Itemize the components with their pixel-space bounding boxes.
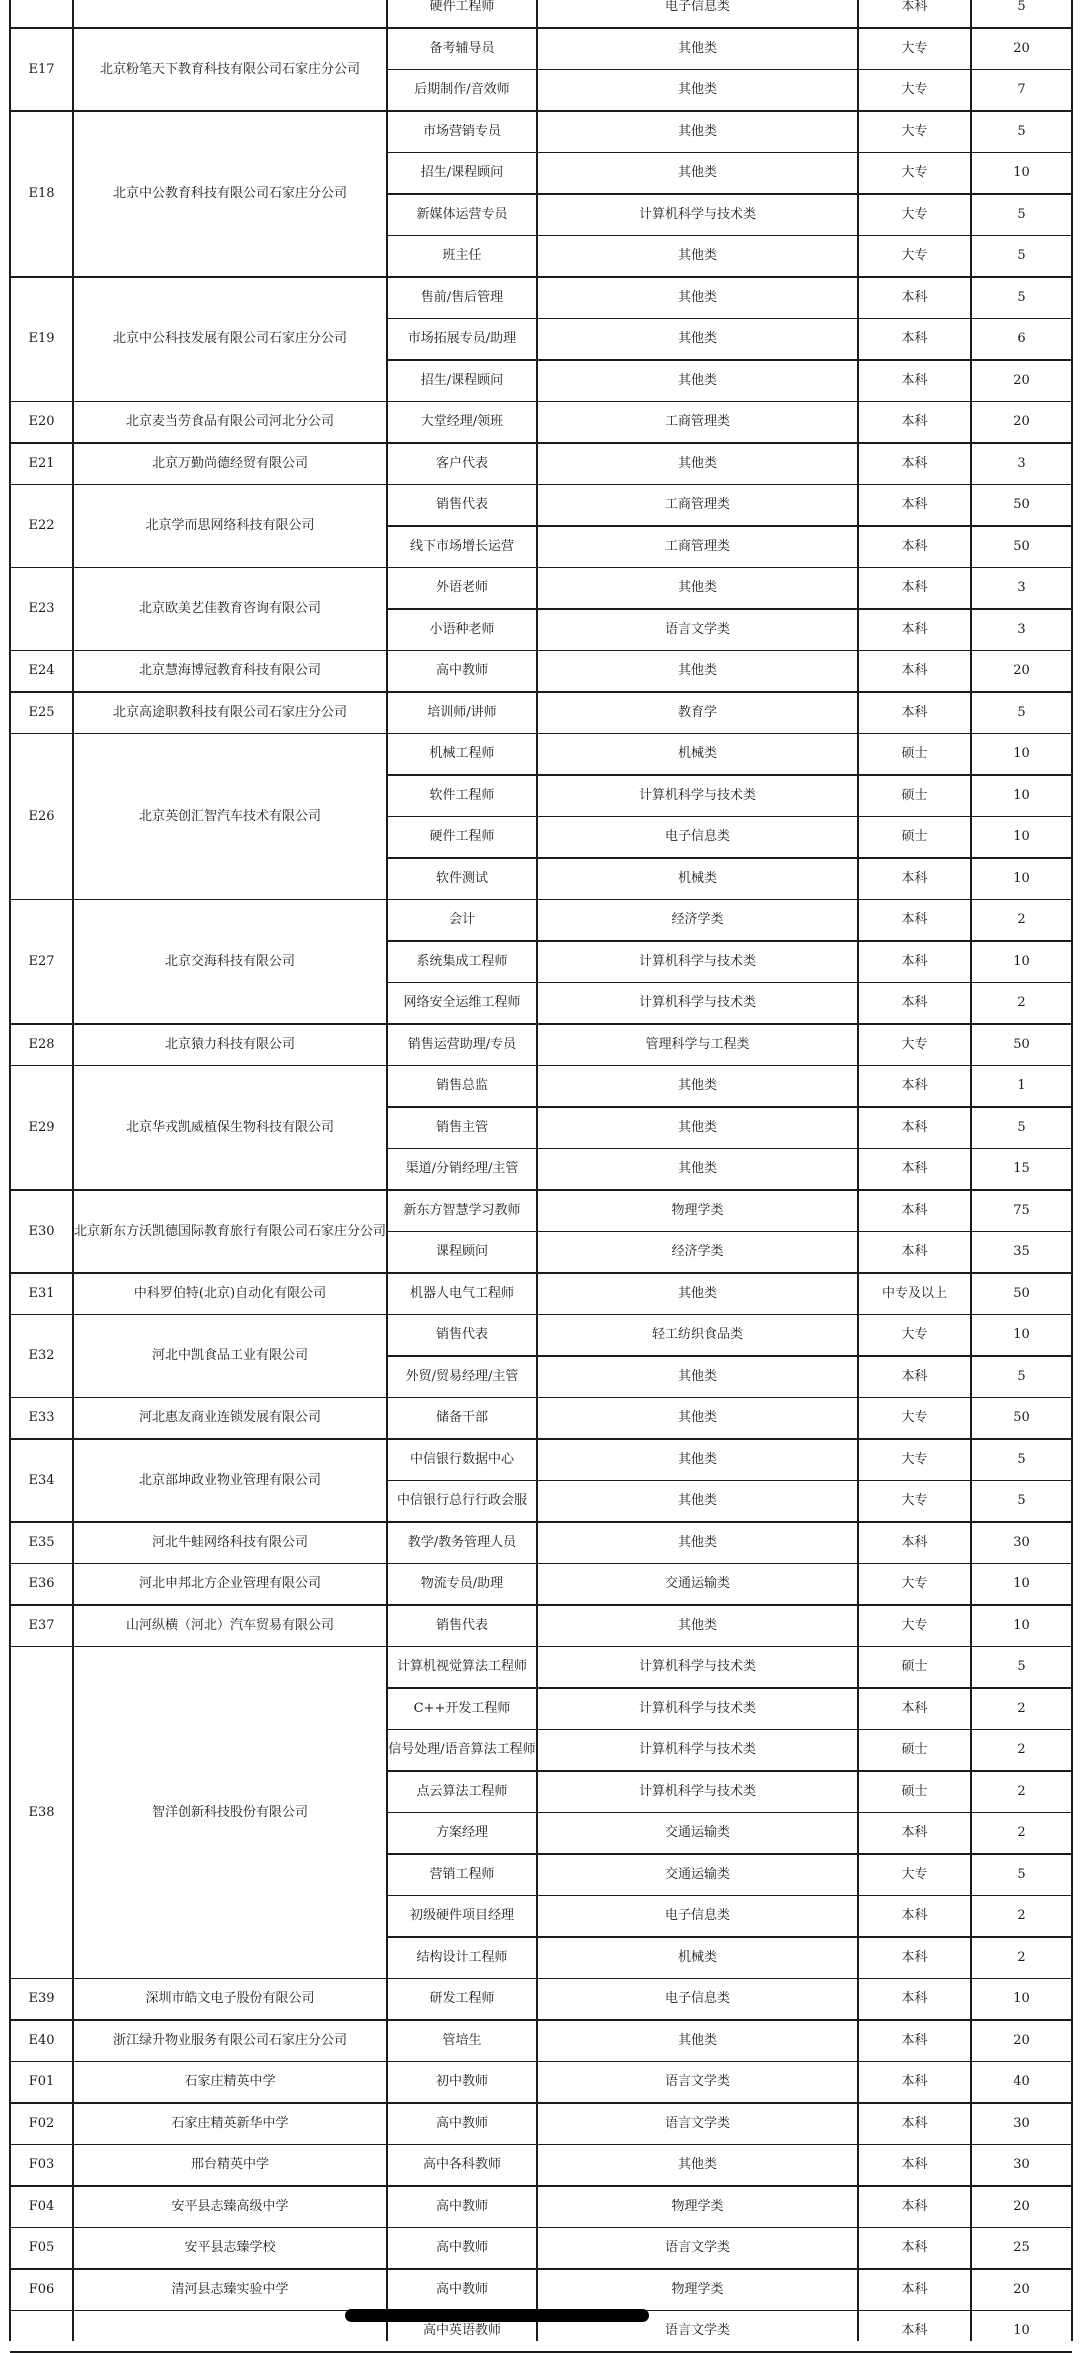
position-cell: 点云算法工程师 <box>416 1783 508 1799</box>
degree-cell: 硕士 <box>901 1742 928 1758</box>
major-cell: 工商管理类 <box>664 538 730 554</box>
count-cell: 10 <box>1013 829 1030 845</box>
count-cell: 10 <box>1013 746 1030 762</box>
company-code <box>10 2311 73 2353</box>
count-cell: 5 <box>1017 1659 1026 1675</box>
major-cell: 计算机科学与技术类 <box>638 995 756 1011</box>
company-code: E31 <box>28 1285 55 1301</box>
company-name: 北京英创汇智汽车技术有限公司 <box>138 808 321 824</box>
major-cell: 其他类 <box>677 331 717 347</box>
company-name: 北京学而思网络科技有限公司 <box>145 518 315 534</box>
position-cell: 高中各科教师 <box>422 2157 501 2173</box>
position-cell: 课程顾问 <box>435 1244 488 1260</box>
position-cell: 初中教师 <box>435 2074 488 2090</box>
company-code: E38 <box>28 1804 55 1820</box>
company-code: E21 <box>28 455 55 471</box>
degree-cell: 本科 <box>901 1244 928 1260</box>
major-cell: 其他类 <box>677 1119 717 1135</box>
degree-cell: 大专 <box>901 165 928 181</box>
position-cell: 计算机视觉算法工程师 <box>396 1659 527 1675</box>
count-cell: 1 <box>1017 1078 1026 1094</box>
count-cell: 2 <box>1017 1825 1026 1841</box>
degree-cell: 本科 <box>901 912 928 928</box>
company-code: E37 <box>28 1617 55 1633</box>
company-code: E25 <box>28 704 55 720</box>
count-cell: 5 <box>1017 289 1026 305</box>
major-cell: 其他类 <box>677 82 717 98</box>
major-cell: 其他类 <box>677 1161 717 1177</box>
count-cell: 10 <box>1013 870 1030 886</box>
position-cell: 新东方智慧学习教师 <box>403 1202 521 1218</box>
position-cell: 软件工程师 <box>429 787 495 803</box>
degree-cell: 本科 <box>901 497 928 513</box>
degree-cell: 本科 <box>901 2198 928 2214</box>
degree-cell: 大专 <box>901 1493 928 1509</box>
company-name: 北京交海科技有限公司 <box>164 953 295 969</box>
position-cell: 初级硬件项目经理 <box>409 1908 514 1924</box>
major-cell: 其他类 <box>677 2157 717 2173</box>
company-name: 安平县志臻学校 <box>184 2240 276 2256</box>
degree-cell: 本科 <box>901 2032 928 2048</box>
major-cell: 机械类 <box>677 1949 717 1965</box>
degree-cell: 本科 <box>901 663 928 679</box>
count-cell: 5 <box>1017 1119 1026 1135</box>
major-cell: 教育学 <box>677 704 717 720</box>
position-cell: 中信银行数据中心 <box>409 1451 514 1467</box>
major-cell: 机械类 <box>677 746 717 762</box>
count-cell: 50 <box>1013 1285 1030 1301</box>
major-cell: 工商管理类 <box>664 497 730 513</box>
company-code: F04 <box>28 2198 55 2214</box>
count-cell: 25 <box>1013 2240 1030 2256</box>
position-cell: 市场营销专员 <box>422 123 501 139</box>
count-cell: 20 <box>1013 414 1030 430</box>
degree-cell: 本科 <box>901 331 928 347</box>
degree-cell: 本科 <box>901 289 928 305</box>
major-cell: 电子信息类 <box>664 0 730 15</box>
position-cell: 客户代表 <box>435 455 488 471</box>
position-cell: 机器人电气工程师 <box>409 1285 514 1301</box>
count-cell: 30 <box>1013 1534 1030 1550</box>
count-cell: 10 <box>1013 787 1030 803</box>
count-cell: 20 <box>1013 2032 1030 2048</box>
degree-cell: 大专 <box>901 1617 928 1633</box>
company-code: E32 <box>28 1348 55 1364</box>
position-cell: 备考辅导员 <box>429 40 495 56</box>
company-code: E28 <box>28 1036 55 1052</box>
position-cell: 后期制作/音效师 <box>414 82 510 98</box>
major-cell: 交通运输类 <box>664 1866 730 1882</box>
count-cell: 10 <box>1013 1576 1030 1592</box>
degree-cell: 硕士 <box>901 829 928 845</box>
major-cell: 其他类 <box>677 1368 717 1384</box>
position-cell: 管培生 <box>442 2032 482 2048</box>
major-cell: 经济学类 <box>671 912 724 928</box>
count-cell: 30 <box>1013 2115 1030 2131</box>
degree-cell: 本科 <box>901 1161 928 1177</box>
company-code: E34 <box>28 1472 55 1488</box>
company-code: E40 <box>28 2032 55 2048</box>
degree-cell: 硕士 <box>901 1659 928 1675</box>
company-code: E20 <box>28 414 55 430</box>
degree-cell: 本科 <box>901 1700 928 1716</box>
count-cell: 3 <box>1017 580 1026 596</box>
major-cell: 其他类 <box>677 289 717 305</box>
count-cell: 2 <box>1017 995 1026 1011</box>
company-code: E19 <box>28 331 55 347</box>
position-cell: 培训师/讲师 <box>427 704 497 720</box>
degree-cell: 大专 <box>901 1866 928 1882</box>
company-name: 安平县志臻高级中学 <box>171 2198 289 2214</box>
degree-cell: 本科 <box>901 2074 928 2090</box>
degree-cell: 本科 <box>901 414 928 430</box>
count-cell: 35 <box>1013 1244 1030 1260</box>
position-cell: 班主任 <box>442 248 482 264</box>
position-cell: 销售代表 <box>435 1327 488 1343</box>
company-code: E29 <box>28 1119 55 1135</box>
major-cell: 工商管理类 <box>664 414 730 430</box>
major-cell: 计算机科学与技术类 <box>638 787 756 803</box>
count-cell: 40 <box>1013 2074 1030 2090</box>
degree-cell: 本科 <box>901 1949 928 1965</box>
major-cell: 其他类 <box>677 455 717 471</box>
major-cell: 其他类 <box>677 1534 717 1550</box>
major-cell: 其他类 <box>677 165 717 181</box>
position-cell: 机械工程师 <box>429 746 495 762</box>
position-cell: 研发工程师 <box>429 1991 495 2007</box>
position-cell: 物流专员/助理 <box>420 1576 504 1592</box>
company-name: 石家庄精英新华中学 <box>171 2115 289 2131</box>
degree-cell: 本科 <box>901 538 928 554</box>
position-cell: 软件测试 <box>435 870 488 886</box>
company-code: E17 <box>28 61 55 77</box>
company-code: F05 <box>28 2240 55 2256</box>
count-cell: 50 <box>1013 1036 1030 1052</box>
major-cell: 其他类 <box>677 1410 717 1426</box>
position-cell: 高中教师 <box>435 2281 488 2297</box>
degree-cell: 本科 <box>901 0 928 15</box>
degree-cell: 本科 <box>901 1825 928 1841</box>
position-cell: 外语老师 <box>435 580 488 596</box>
count-cell: 20 <box>1013 372 1030 388</box>
company-code: E23 <box>28 601 55 617</box>
company-name: 河北中凯食品工业有限公司 <box>151 1348 308 1364</box>
company-code: E22 <box>28 518 55 534</box>
position-cell: 招生/课程顾问 <box>420 372 504 388</box>
company-name: 北京慧海博冠教育科技有限公司 <box>138 663 321 679</box>
position-cell: 中信银行总行行政会服 <box>396 1493 527 1509</box>
degree-cell: 本科 <box>901 1078 928 1094</box>
count-cell: 10 <box>1013 165 1030 181</box>
company-name: 北京欧美艺佳教育咨询有限公司 <box>138 601 321 617</box>
company-code: E33 <box>28 1410 55 1426</box>
major-cell: 电子信息类 <box>664 1991 730 2007</box>
position-cell: 营销工程师 <box>429 1866 495 1882</box>
count-cell: 75 <box>1013 1202 1030 1218</box>
company-name: 中科罗伯特(北京)自动化有限公司 <box>133 1285 327 1301</box>
degree-cell: 本科 <box>901 1368 928 1384</box>
count-cell: 5 <box>1017 1493 1026 1509</box>
count-cell: 10 <box>1013 1617 1030 1633</box>
count-cell: 5 <box>1017 123 1026 139</box>
position-cell: 方案经理 <box>435 1825 488 1841</box>
position-cell: 储备干部 <box>435 1410 488 1426</box>
position-cell: 市场拓展专员/助理 <box>407 331 517 347</box>
degree-cell: 大专 <box>901 1036 928 1052</box>
major-cell: 其他类 <box>677 1451 717 1467</box>
position-cell: 销售代表 <box>435 1617 488 1633</box>
major-cell: 语言文学类 <box>664 2115 730 2131</box>
major-cell: 语言文学类 <box>664 2240 730 2256</box>
company-code: F02 <box>28 2115 55 2131</box>
position-cell: 信号处理/语音算法工程师 <box>388 1742 536 1758</box>
degree-cell: 本科 <box>901 1908 928 1924</box>
degree-cell: 大专 <box>901 1576 928 1592</box>
degree-cell: 本科 <box>901 1991 928 2007</box>
count-cell: 2 <box>1017 1742 1026 1758</box>
company-name: 石家庄精英中学 <box>184 2074 276 2090</box>
major-cell: 物理学类 <box>671 1202 724 1218</box>
count-cell: 5 <box>1017 704 1026 720</box>
major-cell: 语言文学类 <box>664 2074 730 2090</box>
major-cell: 计算机科学与技术类 <box>638 1659 756 1675</box>
count-cell: 2 <box>1017 1949 1026 1965</box>
position-cell: 系统集成工程师 <box>416 953 508 969</box>
company-name: 北京部坤政业物业管理有限公司 <box>138 1472 321 1488</box>
count-cell: 5 <box>1017 248 1026 264</box>
position-cell: 销售主管 <box>435 1119 488 1135</box>
company-code: E36 <box>28 1576 55 1592</box>
major-cell: 其他类 <box>677 1617 717 1633</box>
major-cell: 经济学类 <box>671 1244 724 1260</box>
company-name: 智洋创新科技股份有限公司 <box>151 1804 308 1820</box>
company-name: 北京万勤尚德经贸有限公司 <box>151 455 308 471</box>
major-cell: 其他类 <box>677 248 717 264</box>
count-cell: 20 <box>1013 40 1030 56</box>
position-cell: 外贸/贸易经理/主管 <box>405 1368 519 1384</box>
count-cell: 3 <box>1017 455 1026 471</box>
company-name: 北京中公科技发展有限公司石家庄分公司 <box>112 331 347 347</box>
major-cell: 其他类 <box>677 2032 717 2048</box>
major-cell: 计算机科学与技术类 <box>638 1742 756 1758</box>
degree-cell: 本科 <box>901 1202 928 1218</box>
degree-cell: 本科 <box>901 2323 928 2339</box>
company-name: 山河纵横（河北）汽车贸易有限公司 <box>125 1617 334 1633</box>
count-cell: 5 <box>1017 1451 1026 1467</box>
company-code: E18 <box>28 186 55 202</box>
count-cell: 20 <box>1013 2281 1030 2297</box>
count-cell: 20 <box>1013 663 1030 679</box>
company-code: E30 <box>28 1223 55 1239</box>
degree-cell: 硕士 <box>901 1783 928 1799</box>
major-cell: 其他类 <box>677 1493 717 1509</box>
home-indicator[interactable] <box>345 2309 649 2322</box>
company-code: E27 <box>28 953 55 969</box>
count-cell: 20 <box>1013 2198 1030 2214</box>
degree-cell: 本科 <box>901 704 928 720</box>
count-cell: 10 <box>1013 1991 1030 2007</box>
count-cell: 5 <box>1017 1866 1026 1882</box>
position-cell: 高中教师 <box>435 2115 488 2131</box>
major-cell: 计算机科学与技术类 <box>638 953 756 969</box>
major-cell: 电子信息类 <box>664 1908 730 1924</box>
position-cell: 小语种老师 <box>429 621 495 637</box>
position-cell: 高中教师 <box>435 663 488 679</box>
company-name: 邢台精英中学 <box>190 2157 269 2173</box>
degree-cell: 本科 <box>901 2157 928 2173</box>
degree-cell: 中专及以上 <box>881 1285 947 1301</box>
company-name: 北京高途职教科技有限公司石家庄分公司 <box>112 704 347 720</box>
company-code: E24 <box>28 663 55 679</box>
count-cell: 50 <box>1013 1410 1030 1426</box>
count-cell: 10 <box>1013 953 1030 969</box>
degree-cell: 本科 <box>901 870 928 886</box>
company-code: E39 <box>28 1991 55 2007</box>
degree-cell: 本科 <box>901 2115 928 2131</box>
major-cell: 管理科学与工程类 <box>645 1036 750 1052</box>
degree-cell: 大专 <box>901 206 928 222</box>
company-name: 深圳市皓文电子股份有限公司 <box>145 1991 315 2007</box>
company-name: 清河县志臻实验中学 <box>171 2281 289 2297</box>
degree-cell: 本科 <box>901 995 928 1011</box>
position-cell: 线下市场增长运营 <box>409 538 514 554</box>
count-cell: 50 <box>1013 538 1030 554</box>
count-cell: 5 <box>1017 0 1026 15</box>
position-cell: 销售总监 <box>435 1078 488 1094</box>
degree-cell: 硕士 <box>901 787 928 803</box>
position-cell: 销售代表 <box>435 497 488 513</box>
major-cell: 计算机科学与技术类 <box>638 206 756 222</box>
major-cell: 其他类 <box>677 580 717 596</box>
count-cell: 10 <box>1013 2323 1030 2339</box>
major-cell: 其他类 <box>677 372 717 388</box>
position-cell: 硬件工程师 <box>429 0 495 15</box>
major-cell: 轻工纺织食品类 <box>651 1327 743 1343</box>
degree-cell: 本科 <box>901 372 928 388</box>
major-cell: 其他类 <box>677 1285 717 1301</box>
major-cell: 物理学类 <box>671 2281 724 2297</box>
company-name: 河北申邦北方企业管理有限公司 <box>138 1576 321 1592</box>
degree-cell: 大专 <box>901 82 928 98</box>
count-cell: 5 <box>1017 206 1026 222</box>
position-cell: 销售运营助理/专员 <box>407 1036 517 1052</box>
degree-cell: 大专 <box>901 248 928 264</box>
position-cell: 高中英语教师 <box>422 2323 501 2339</box>
count-cell: 50 <box>1013 497 1030 513</box>
degree-cell: 本科 <box>901 2240 928 2256</box>
degree-cell: 大专 <box>901 1327 928 1343</box>
count-cell: 6 <box>1017 331 1026 347</box>
count-cell: 2 <box>1017 912 1026 928</box>
major-cell: 其他类 <box>677 40 717 56</box>
position-cell: 网络安全运维工程师 <box>403 995 521 1011</box>
major-cell: 其他类 <box>677 1078 717 1094</box>
position-cell: 硬件工程师 <box>429 829 495 845</box>
position-cell: 结构设计工程师 <box>416 1949 508 1965</box>
position-cell: 新媒体运营专员 <box>416 206 508 222</box>
count-cell: 10 <box>1013 1327 1030 1343</box>
major-cell: 计算机科学与技术类 <box>638 1700 756 1716</box>
count-cell: 7 <box>1017 82 1026 98</box>
position-cell: 售前/售后管理 <box>420 289 504 305</box>
degree-cell: 本科 <box>901 455 928 471</box>
degree-cell: 本科 <box>901 580 928 596</box>
count-cell: 2 <box>1017 1783 1026 1799</box>
company-name: 河北牛蛙网络科技有限公司 <box>151 1534 308 1550</box>
position-cell: C++开发工程师 <box>413 1700 511 1716</box>
company-name: 浙江绿升物业服务有限公司石家庄分公司 <box>112 2032 347 2048</box>
position-cell: 渠道/分销经理/主管 <box>405 1161 519 1177</box>
position-cell: 招生/课程顾问 <box>420 165 504 181</box>
company-code: E35 <box>28 1534 55 1550</box>
company-name <box>73 2311 387 2353</box>
position-cell: 会计 <box>448 912 475 928</box>
company-name: 河北惠友商业连锁发展有限公司 <box>138 1410 321 1426</box>
degree-cell: 本科 <box>901 1119 928 1135</box>
company-name <box>73 0 387 28</box>
major-cell: 机械类 <box>677 870 717 886</box>
position-cell: 高中教师 <box>435 2240 488 2256</box>
company-name: 北京猿力科技有限公司 <box>164 1036 295 1052</box>
major-cell: 物理学类 <box>671 2198 724 2214</box>
degree-cell: 本科 <box>901 621 928 637</box>
major-cell: 交通运输类 <box>664 1825 730 1841</box>
position-cell: 大堂经理/领班 <box>420 414 504 430</box>
company-name: 北京麦当劳食品有限公司河北分公司 <box>125 414 334 430</box>
degree-cell: 硕士 <box>901 746 928 762</box>
major-cell: 其他类 <box>677 123 717 139</box>
company-name: 北京中公教育科技有限公司石家庄分公司 <box>112 186 347 202</box>
position-cell: 教学/教务管理人员 <box>407 1534 517 1550</box>
company-code: F06 <box>28 2281 55 2297</box>
major-cell: 其他类 <box>677 663 717 679</box>
major-cell: 电子信息类 <box>664 829 730 845</box>
count-cell: 2 <box>1017 1908 1026 1924</box>
company-code: E26 <box>28 808 55 824</box>
company-name: 北京华戎凯威植保生物科技有限公司 <box>125 1119 334 1135</box>
position-cell: 高中教师 <box>435 2198 488 2214</box>
degree-cell: 本科 <box>901 2281 928 2297</box>
degree-cell: 本科 <box>901 1534 928 1550</box>
degree-cell: 本科 <box>901 953 928 969</box>
company-name: 北京新东方沃凯德国际教育旅行有限公司石家庄分公司 <box>73 1223 386 1239</box>
count-cell: 3 <box>1017 621 1026 637</box>
company-name: 北京粉笔天下教育科技有限公司石家庄分公司 <box>99 61 360 77</box>
count-cell: 30 <box>1013 2157 1030 2173</box>
degree-cell: 大专 <box>901 1410 928 1426</box>
count-cell: 5 <box>1017 1368 1026 1384</box>
count-cell: 2 <box>1017 1700 1026 1716</box>
count-cell: 15 <box>1013 1161 1030 1177</box>
major-cell: 计算机科学与技术类 <box>638 1783 756 1799</box>
major-cell: 交通运输类 <box>664 1576 730 1592</box>
major-cell: 语言文学类 <box>664 621 730 637</box>
degree-cell: 大专 <box>901 1451 928 1467</box>
company-code <box>10 0 73 28</box>
degree-cell: 大专 <box>901 123 928 139</box>
company-code: F01 <box>28 2074 55 2090</box>
major-cell: 语言文学类 <box>664 2323 730 2339</box>
degree-cell: 大专 <box>901 40 928 56</box>
company-code: F03 <box>28 2157 55 2173</box>
